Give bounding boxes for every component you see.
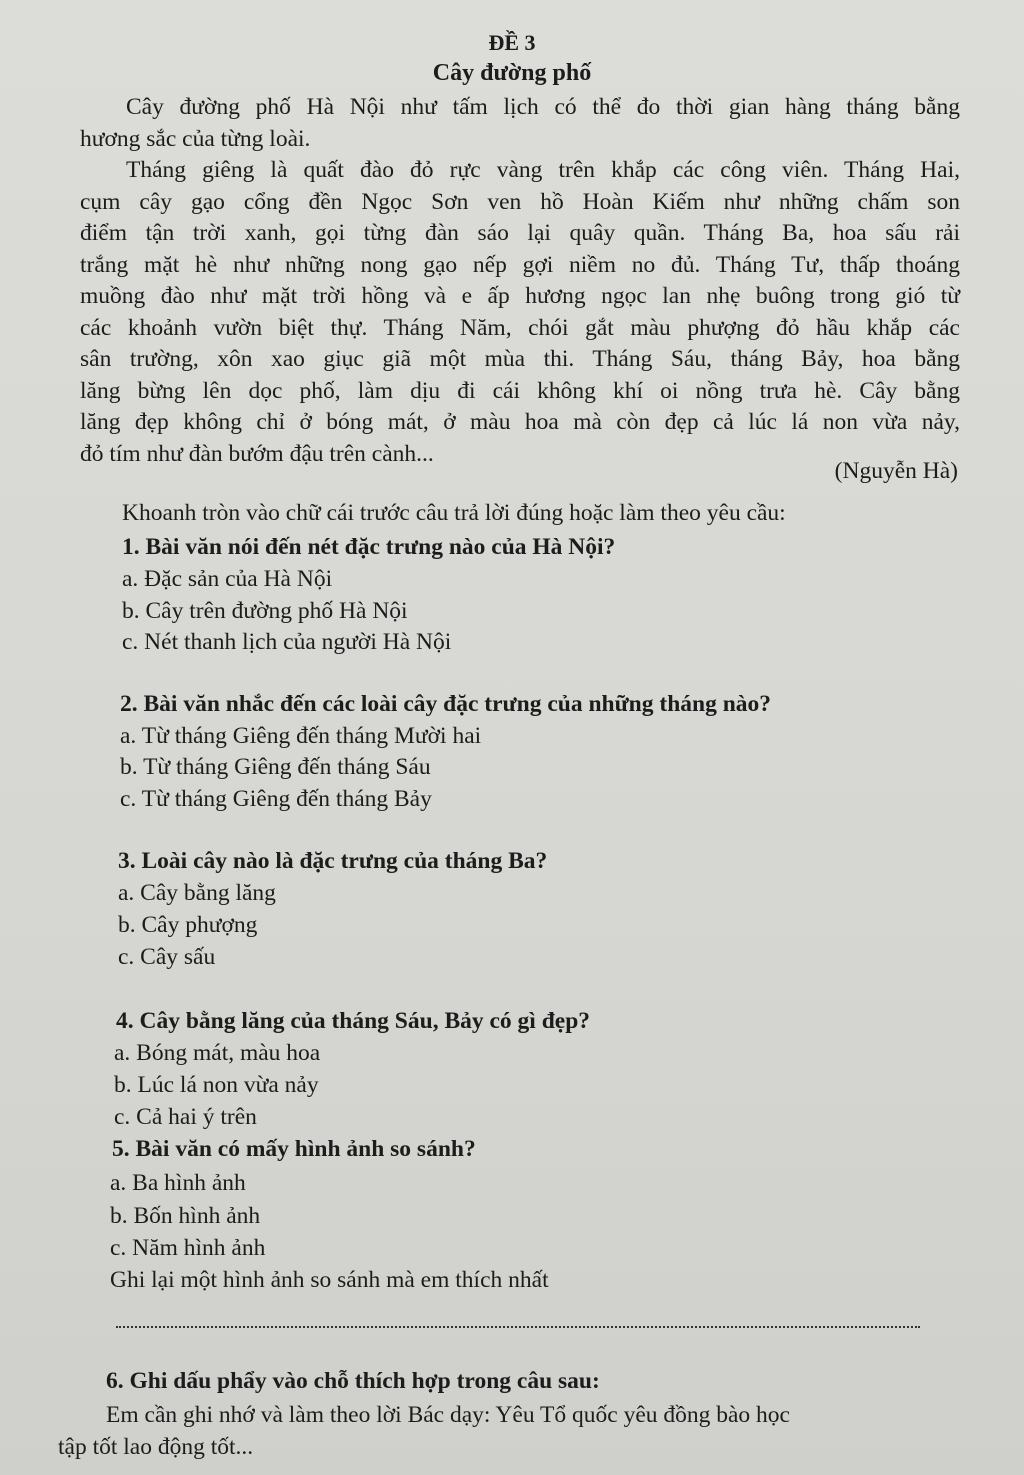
question-6-sentence-line: Em cần ghi nhớ và làm theo lời Bác dạy: Yêu Tổ quốc yêu đồng bào học — [106, 1402, 790, 1428]
exam-number: ĐỀ 3 — [488, 30, 536, 55]
passage-line: lăng đẹp không chỉ ở bóng mát, ở màu hoa mà còn đẹp cả lúc lá non vừa nảy, — [80, 409, 960, 435]
question-3-option-a[interactable]: a. Cây bằng lăng — [118, 880, 276, 906]
question-5-option-b[interactable]: b. Bốn hình ảnh — [110, 1203, 261, 1229]
instruction: Khoanh tròn vào chữ cái trước câu trả lời đúng hoặc làm theo yêu cầu: — [122, 500, 786, 526]
passage — [80, 92, 960, 470]
question-1-option-a[interactable]: a. Đặc sản của Hà Nội — [122, 566, 333, 592]
passage-title: Cây đường phố — [432, 60, 592, 86]
question-1-option-b[interactable]: b. Cây trên đường phố Hà Nội — [122, 598, 408, 624]
question-2-option-c[interactable]: c. Từ tháng Giêng đến tháng Bảy — [120, 786, 432, 812]
question-3: 3. Loài cây nào là đặc trưng của tháng Ba? — [118, 848, 548, 874]
passage-line: điểm tận trời xanh, gọi từng đàn sáo lại quây quần. Tháng Ba, hoa sấu rải — [80, 220, 960, 246]
passage-line: muồng đào như mặt trời hồng và e ấp hương ngọc lan nhẹ buông trong gió từ — [80, 283, 960, 309]
answer-dotted-line[interactable] — [116, 1312, 920, 1328]
question-5-extra: Ghi lại một hình ảnh so sánh mà em thích nhất — [110, 1267, 549, 1293]
question-5: 5. Bài văn có mấy hình ảnh so sánh? — [112, 1136, 476, 1162]
passage-line: trắng mặt hè như những nong gạo nếp gợi niềm no đủ. Tháng Tư, thấp thoáng — [80, 251, 960, 278]
question-6: 6. Ghi dấu phẩy vào chỗ thích hợp trong câu sau: — [106, 1368, 600, 1394]
question-6-sentence-line: tập tốt lao động tốt... — [58, 1434, 254, 1460]
passage-line: cụm cây gạo cổng đền Ngọc Sơn ven hồ Hoàn Kiếm như những chấm son — [80, 188, 960, 215]
passage-line: các khoảnh vườn biệt thự. Tháng Năm, chói gắt màu phượng đỏ hầu khắp các — [80, 314, 960, 341]
passage-line: đỏ tím như đàn bướm đậu trên cành... — [80, 440, 434, 467]
passage-line: hương sắc của từng loài. — [80, 125, 311, 152]
question-3-option-c[interactable]: c. Cây sấu — [118, 944, 216, 970]
question-4: 4. Cây bằng lăng của tháng Sáu, Bảy có gì đẹp? — [116, 1008, 591, 1034]
question-5-option-c[interactable]: c. Năm hình ảnh — [110, 1235, 266, 1261]
question-3-option-b[interactable]: b. Cây phượng — [118, 912, 258, 938]
passage-author: (Nguyễn Hà) — [834, 458, 958, 484]
question-1-option-c[interactable]: c. Nét thanh lịch của người Hà Nội — [122, 629, 452, 655]
question-2: 2. Bài văn nhắc đến các loài cây đặc trưng của những tháng nào? — [120, 691, 772, 717]
question-4-option-a[interactable]: a. Bóng mát, màu hoa — [114, 1040, 321, 1066]
passage-line: Cây đường phố Hà Nội như tấm lịch có thể đo thời gian hàng tháng bằng — [126, 94, 960, 120]
question-5-option-a[interactable]: a. Ba hình ảnh — [110, 1170, 246, 1196]
question-2-option-b[interactable]: b. Từ tháng Giêng đến tháng Sáu — [120, 754, 431, 780]
passage-line: sân trường, xôn xao giục giã một mùa thi. Tháng Sáu, tháng Bảy, hoa bằng — [80, 346, 960, 372]
question-4-option-b[interactable]: b. Lúc lá non vừa nảy — [114, 1072, 319, 1098]
question-2-option-a[interactable]: a. Từ tháng Giêng đến tháng Mười hai — [120, 723, 482, 749]
passage-line: Tháng giêng là quất đào đỏ rực vàng trên khắp các công viên. Tháng Hai, — [126, 157, 960, 183]
passage-line: lăng bừng lên dọc phố, làm dịu đi cái không khí oi nồng trưa hè. Cây bằng — [80, 377, 960, 404]
question-1: 1. Bài văn nói đến nét đặc trưng nào của Hà Nội? — [122, 534, 616, 560]
question-4-option-c[interactable]: c. Cả hai ý trên — [114, 1104, 257, 1130]
